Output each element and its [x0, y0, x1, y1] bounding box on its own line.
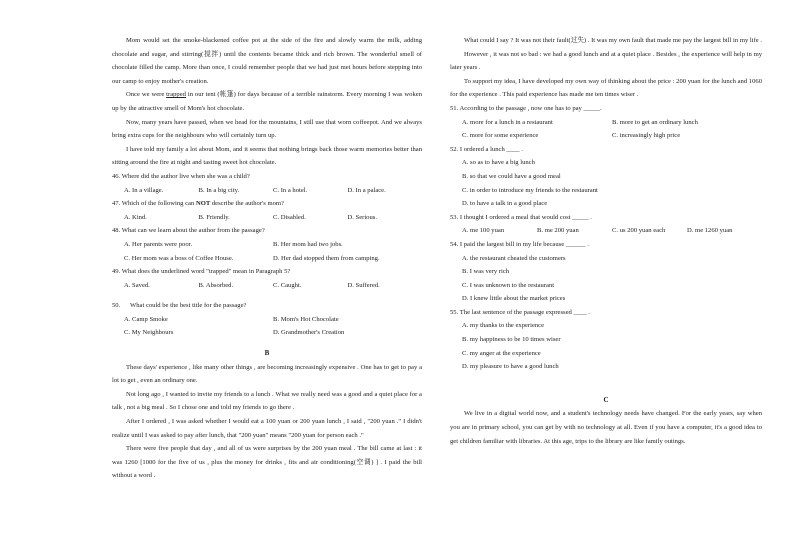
question-54: 54. I paid the largest bill in my life because ______ . [450, 240, 589, 248]
passage-paragraph: We live in a digital world now, and a student's technology needs have changed. For the early years, say when you are in primary school, you can get by with no technology at all. Even if you have a computer, it's a good idea to get children familiar with libraries. At this age, trips to the library are like family outings. [450, 410, 762, 445]
option: C. my anger at the experience [462, 349, 541, 357]
option: C. Disabled. [273, 213, 306, 221]
option: D. me 1260 yuan [687, 227, 733, 235]
option: D. to have a talk in a good place [462, 200, 548, 208]
option: D. Grandmother's Creation [273, 329, 345, 337]
option: D. Serious. [347, 213, 377, 221]
question-51-options [450, 116, 762, 130]
passage-paragraph: Now, many years have passed, when we head for the mountains, I still use that worn coffeepot. And we always bring extra cups for the neighbours who will certainly turn up. [112, 118, 422, 140]
question-52: 52. I ordered a lunch ____ . [450, 145, 523, 153]
option: A. Camp Smoke [124, 315, 168, 323]
option: A. my thanks to the experience [462, 322, 545, 330]
passage-paragraph: There were five people that day , and all of us were surprises by the 200 yuan meal . The bill came at last : it was 1260 [1000 for the five of us , plus the money for drinks , fits and air conditioning(空调) ] . I paid the bill without a word . [112, 445, 422, 480]
option: B. In a big city. [198, 186, 240, 194]
option: A. Kind. [124, 213, 147, 221]
section-heading: C [603, 395, 609, 404]
passage-paragraph: Once we were trapped in our tent (帐篷) for days because of a terrible rainstorm. Every morning I was woken up by the attractive smell of Mom's hot chocolate. [112, 91, 422, 112]
passage-paragraph: However , it was not so bad : we had a good lunch and at a quiet place . Besides , the experience will help in my later years . [450, 50, 762, 72]
option: C. Caught. [273, 281, 302, 289]
passage-paragraph: Not long ago , I wanted to invite my friends to a lunch . What we really need was a good and a quiet place for a talk , not a big meal . So I chose one and told my friends to go there . [112, 390, 422, 412]
question-46: 46. Where did the author live when she was a child? [112, 172, 250, 180]
question-51-options [450, 129, 762, 143]
passage-paragraph: To support my idea, I have developed my own way of thinking about the price : 200 yuan for the lunch and 1060 for the experience . This paid experience has made me ten times wiser . [450, 77, 762, 99]
option: C. us 200 yuan each [612, 227, 666, 235]
option: D. I knew little about the market prices [462, 295, 566, 303]
option: C. My Neighbours [124, 329, 174, 337]
question-53: 53. I thought I ordered a meal that would cost _____ . [450, 213, 592, 221]
option: D. my pleasure to have a good lunch [462, 363, 559, 371]
question-47: 47. Which of the following can NOT describe the author's mom? [112, 200, 284, 208]
option: A. Her parents were poor. [124, 240, 193, 248]
option: B. Mom's Hot Chocolate [273, 315, 339, 323]
option: C. increasingly high price [612, 132, 681, 140]
passage-paragraph: After I ordered , I was asked whether I would eat a 100 yuan or 200 yuan lunch , I said , "200 yuan ." I didn't realize until I was asked to pay after lunch, that "200 yuan" means "200 yuan for person each ." [112, 418, 422, 439]
option: A. In a village. [124, 186, 164, 194]
section-heading: B [264, 349, 270, 358]
question-55: 55. The last sentence of the passage expressed ____ . [450, 308, 590, 316]
option: B. Her mom had two jobs. [273, 240, 343, 248]
question-49-options [112, 279, 422, 293]
question-48-options [112, 252, 422, 266]
option: B. Friendly. [198, 213, 230, 221]
option: D. In a palace. [347, 186, 386, 194]
option: B. me 200 yuan [537, 227, 579, 235]
option: A. Saved. [124, 281, 150, 289]
option: B. I was very rich [462, 268, 510, 276]
question-48: 48. What can we learn about the author from the passage? [112, 227, 265, 235]
passage-paragraph: These days' experience , like many other things , are becoming increasingly expensive . One has to get to pay a lot to get , even an ordinary one. [112, 363, 422, 385]
right-column [450, 34, 762, 448]
option: A. more for a lunch in a restaurant [462, 118, 553, 126]
option: C. In a hotel. [273, 186, 308, 194]
question-48-options [112, 238, 422, 252]
question-46-options [112, 184, 422, 198]
question-49: 49. What does the underlined word "trapped" mean in Paragraph 5? [112, 268, 291, 276]
left-column [112, 34, 422, 483]
passage-paragraph: Mom would set the smoke-blackened coffee pot at the side of the fire and slowly warm the milk, adding chocolate and sugar, and stirring(搅拌) until the contents became thick and rich brown. The wonderful smell of chocolate filled the camp. More than once, I could remember people that we had just met hours before stepping into our camp to enjoy mother's creation. [112, 37, 422, 85]
option: A. so as to have a big lunch [462, 159, 535, 167]
option: B. Absorbed. [198, 281, 234, 289]
option: D. Her dad stopped them from camping. [273, 254, 380, 262]
passage-paragraph: What could I say ? It was not their fault(过失) . It was my own fault that made me pay the largest bill in my life . [464, 37, 762, 44]
passage-paragraph: I have told my family a lot about Mom, and it seems that nothing brings back those warm memories better than sitting around the fire at night and tasting sweet hot chocolate. [112, 145, 422, 167]
option: B. my happiness to be 10 times wiser [462, 336, 561, 344]
option: B. more to get an ordinary lunch [612, 118, 698, 126]
question-53-options [450, 224, 762, 238]
question-50: 50. What could be the best title for the passage? [112, 302, 247, 310]
question-50-options [112, 313, 422, 327]
option: A. me 100 yuan [462, 227, 505, 235]
option: C. Her mom was a boss of Coffee House. [124, 254, 234, 262]
option: B. so that we could have a good meal [462, 172, 561, 180]
option: C. I was unknown to the restaurant [462, 281, 555, 289]
option: C. more for some experience [462, 132, 539, 140]
question-50-options [112, 326, 422, 340]
underlined-word: trapped [166, 91, 186, 99]
question-51: 51. According to the passage , now one has to pay _____. [450, 104, 602, 112]
option: D. Suffered. [347, 281, 380, 289]
option: C. in order to introduce my friends to the restaurant [462, 186, 598, 194]
question-47-options [112, 211, 422, 225]
option: A. the restaurant cheated the customers [462, 254, 566, 262]
